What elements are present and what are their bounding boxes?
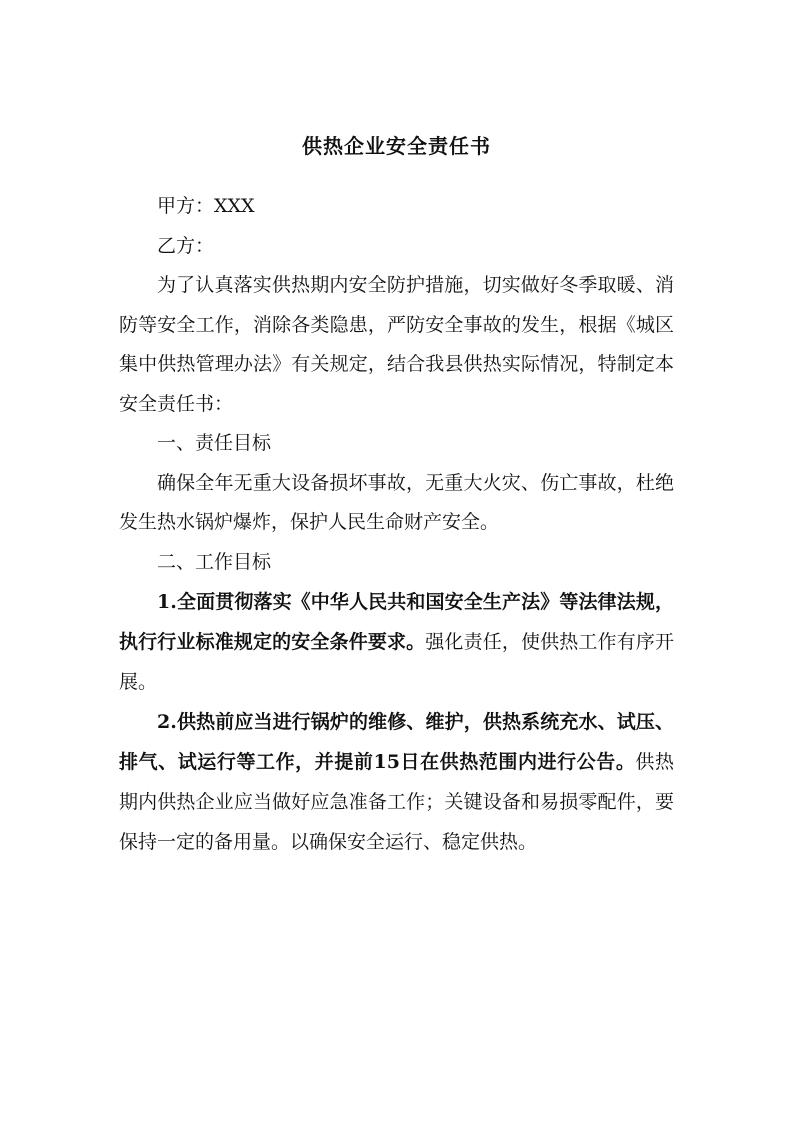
section-1-heading: 一、责任目标	[157, 432, 272, 454]
party-a-line: 甲方：XXX	[157, 195, 255, 217]
work-item-2-bold: 2.供热前应当进行锅炉的维修、维护，供热系统充水、试压、排气、试运行等工作，并提前15日在供热范围内进行公告。	[119, 711, 674, 773]
section-1-paragraph: 确保全年无重大设备损坏事故，无重大火灾、伤亡事故，杜绝发生热水锅炉爆炸，保护人民生命财产安全。	[119, 471, 674, 533]
document-title: 供热企业安全责任书	[302, 134, 491, 158]
work-item-1-bold: 1.全面贯彻落实《中华人民共和国安全生产法》等法律法规，执行行业标准规定的安全条件要求。	[119, 591, 674, 653]
work-item-2-rest: 供热期内供热企业应当做好应急准备工作；关键设备和易损零配件，要保持一定的备用量。以确保安全运行、稳定供热。	[119, 751, 674, 853]
document-body	[119, 130, 674, 862]
work-item-2	[119, 702, 674, 862]
section-2-heading: 二、工作目标	[157, 550, 272, 573]
work-item-1-rest: 强化责任，使供热工作有序开展。	[119, 631, 674, 693]
intro-paragraph: 为了认真落实供热期内安全防护措施，切实做好冬季取暖、消防等安全工作，消除各类隐患，严防安全事故的发生，根据《城区集中供热管理办法》有关规定，结合我县供热实际情况，特制定本安全责任书：	[119, 274, 674, 415]
party-b-line: 乙方：	[157, 234, 215, 257]
work-item-1	[119, 582, 674, 702]
